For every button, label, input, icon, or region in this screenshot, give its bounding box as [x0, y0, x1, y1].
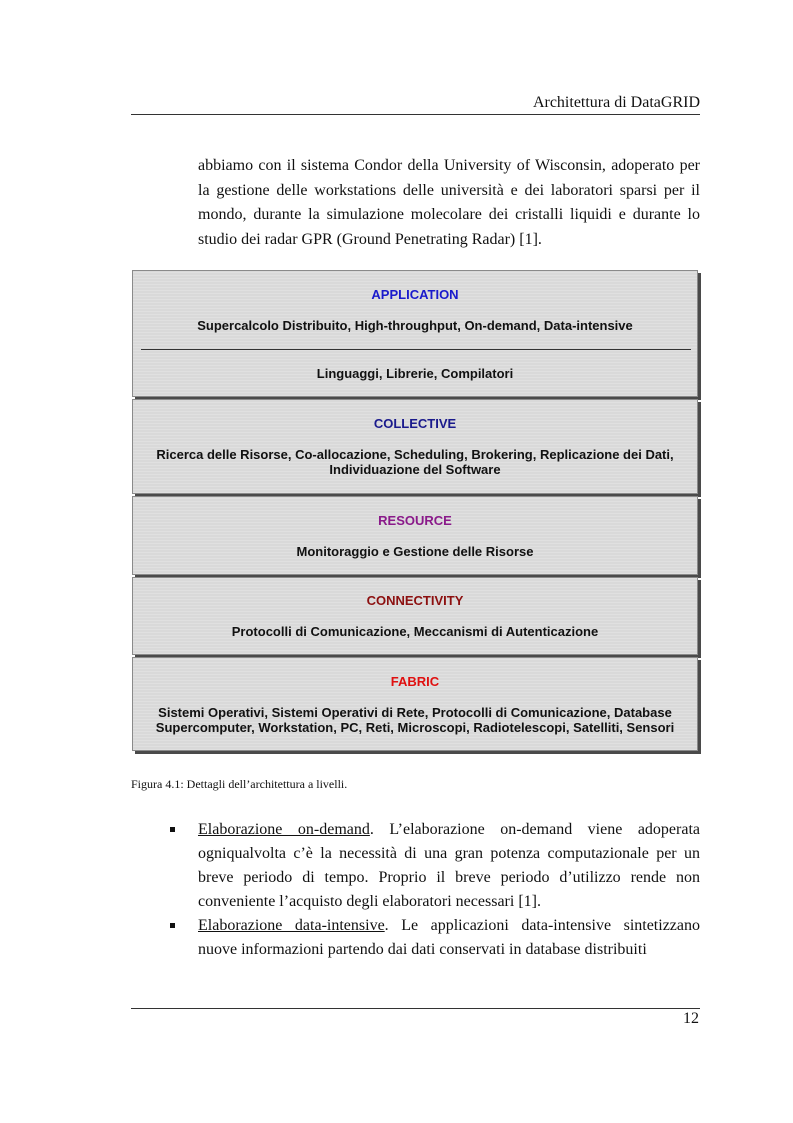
bullet-body: . Le applicazioni data-intensive sintetizzano nuove informazioni partendo dai dati conservati in database distribuiti [198, 917, 701, 958]
bullet-body: . L’elaborazione on-demand viene adoperata ogniqualvolta c’è la necessità di una gran potenza computazionale per un breve periodo di tempo. Proprio il breve periodo d’utilizzo rende non conveniente l’acquisto degli elaboratori necessari [1]. [198, 821, 701, 910]
bullet-term: Elaborazione on-demand [198, 821, 370, 838]
layer-divider [141, 349, 691, 350]
page-number: 12 [683, 1010, 699, 1027]
bullet-text [198, 818, 700, 914]
figure-caption: Figura 4.1: Dettagli dell’architettura a livelli. [131, 777, 348, 791]
layer-line: Sistemi Operativi, Sistemi Operativi di Rete, Protocolli di Comunicazione, Database [158, 705, 672, 720]
layer-line: Supercalcolo Distribuito, High-throughput, On-demand, Data-intensive [197, 318, 633, 333]
layer-application [132, 270, 698, 397]
layer-line: Ricerca delle Risorse, Co-allocazione, Scheduling, Brokering, Replicazione dei Dati, [156, 447, 674, 462]
bullet-text [198, 914, 700, 962]
layer-title: COLLECTIVE [373, 416, 457, 431]
running-header-title: Architettura di DataGRID [532, 94, 700, 111]
layer-title: APPLICATION [371, 287, 459, 302]
layer-line: Linguaggi, Librerie, Compilatori [316, 366, 514, 381]
layer-title: RESOURCE [378, 513, 452, 528]
layer-title: CONNECTIVITY [366, 593, 464, 608]
layer-line: Monitoraggio e Gestione delle Risorse [296, 544, 534, 559]
layer-collective [132, 399, 698, 494]
header-rule [131, 114, 700, 115]
layer-line: Individuazione del Software [329, 462, 501, 477]
bullet-term: Elaborazione data-intensive [198, 917, 385, 934]
layer-fabric [132, 657, 698, 751]
bullet-square-icon [170, 827, 175, 832]
layer-line: Supercomputer, Workstation, PC, Reti, Microscopi, Radiotelescopi, Satelliti, Sensori [155, 720, 675, 735]
layer-line: Protocolli di Comunicazione, Meccanismi di Autenticazione [231, 624, 599, 639]
layer-connectivity [132, 577, 698, 655]
layer-resource [132, 496, 698, 575]
intro-paragraph: abbiamo con il sistema Condor della University of Wisconsin, adoperato per la gestione delle workstations delle università e dei laboratori sparsi per il mondo, durante la simulazione molecolare dei cristalli liquidi e durante lo studio dei radar GPR (Ground Penetrating Radar) [1]. [198, 157, 700, 248]
footer-rule [131, 1008, 700, 1009]
bullet-square-icon [170, 923, 175, 928]
layer-title: FABRIC [390, 674, 440, 689]
